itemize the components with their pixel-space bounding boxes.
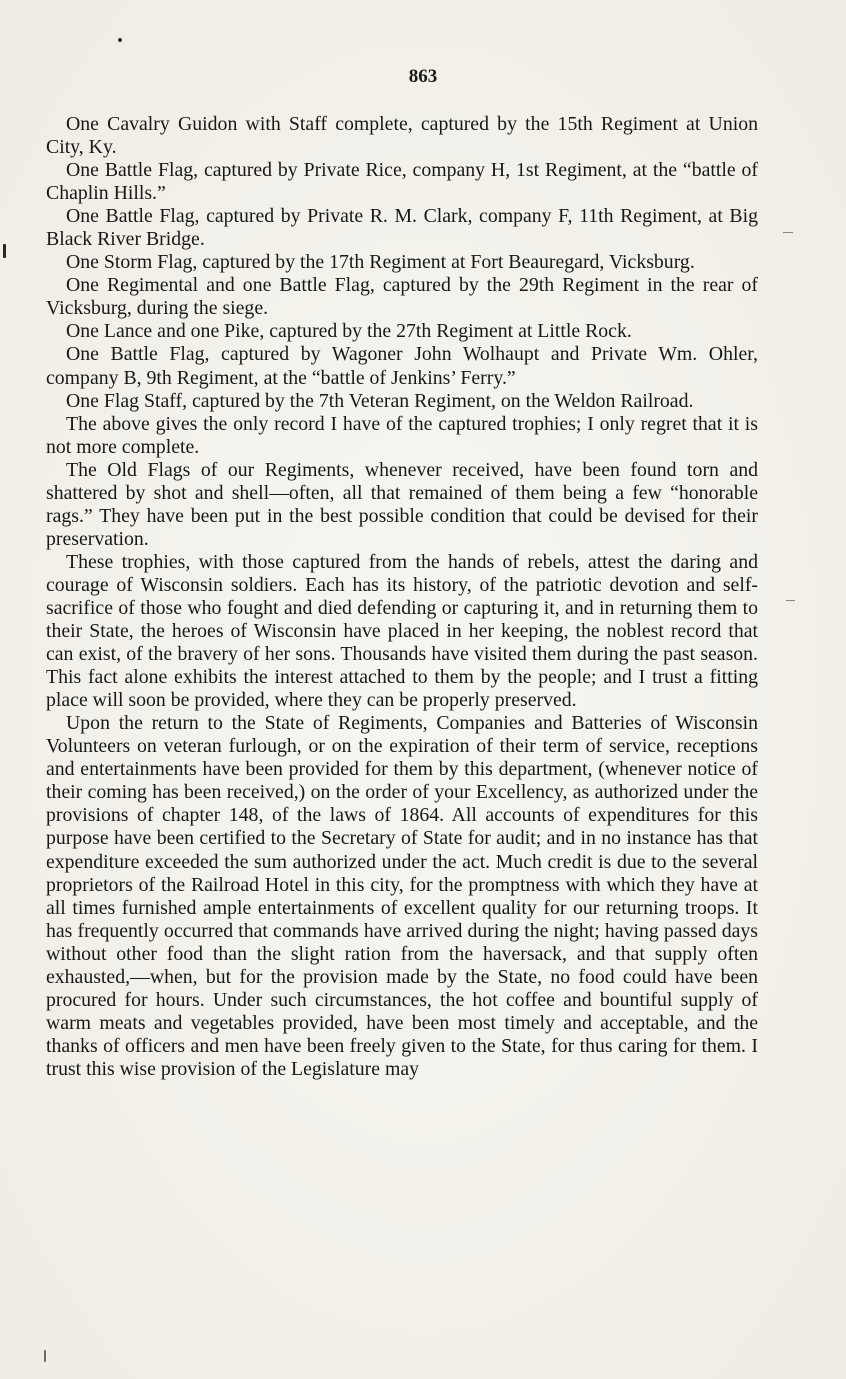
ink-speck — [783, 232, 793, 233]
paragraph-old-flags: The Old Flags of our Regiments, whenever received, have been found torn and shattered by shot and shell—often, all that remained of them being a few “honorable rags.” They have been put in the best possible condition that could be devised for their preservation. — [46, 458, 758, 550]
paragraph-cavalry-guidon: One Cavalry Guidon with Staff complete, captured by the 15th Regiment at Union City, Ky. — [46, 113, 758, 159]
ink-speck — [44, 1350, 46, 1362]
ink-speck — [118, 38, 122, 42]
ink-speck — [3, 244, 6, 258]
paragraph-regimental-flag: One Regimental and one Battle Flag, captured by the 29th Regiment in the rear of Vicksburg, during the siege. — [46, 274, 758, 320]
paragraph-receptions: Upon the return to the State of Regiments, Companies and Batteries of Wisconsin Volunteers on veteran furlough, or on the expiration of their term of service, receptions and entertainments have been provided for them by this department, (whenever notice of their coming has been received,) on the order of your Excellency, as authorized under the provisions of chapter 148, of the laws of 1864. All accounts of expenditures for this purpose have been certified to the Secretary of State for audit; and in no instance has that expenditure exceeded the sum authorized under the act. Much credit is due to the several proprietors of the Railroad Hotel in this city, for the promptness with which they have at all times furnished ample entertainments of excellent quality for our returning troops. It has frequently occurred that commands have arrived during the night; having passed days without other food than the slight ration from the haversack, and that supply often exhausted,—when, but for the provision made by the State, no food could have been procured for hours. Under such circumstances, the hot coffee and bountiful supply of warm meats and vegetables provided, have been most timely and acceptable, and the thanks of officers and men have been freely given to the State, for thus caring for them. I trust this wise provision of the Legislature may — [46, 712, 758, 1080]
paragraph-trophies: These trophies, with those captured from the hands of rebels, attest the daring and courage of Wisconsin soldiers. Each has its history, of the patriotic devotion and self-sacrifice of those who fought and died defending or capturing it, and in returning them to their State, the heroes of Wisconsin have placed in her keeping, the noblest record that can exist, of the bravery of her sons. Thousands have visited them during the past season. This fact alone exhibits the interest attached to them by the people; and I trust a fitting place will soon be provided, where they can be properly preserved. — [46, 550, 758, 712]
paragraph-battle-flag-rice: One Battle Flag, captured by Private Rice, company H, 1st Regiment, at the “battle of Chaplin Hills.” — [46, 159, 758, 205]
page-number: 863 — [408, 66, 438, 87]
paragraph-record-note: The above gives the only record I have of the captured trophies; I only regret that it is not more complete. — [46, 412, 758, 458]
paragraph-battle-flag-wolhaupt: One Battle Flag, captured by Wagoner John Wolhaupt and Private Wm. Ohler, company B, 9th Regiment, at the “battle of Jenkins’ Ferry.” — [46, 343, 758, 389]
paragraph-storm-flag: One Storm Flag, captured by the 17th Regiment at Fort Beauregard, Vicksburg. — [66, 251, 695, 274]
paragraph-lance-pike: One Lance and one Pike, captured by the 27th Regiment at Little Rock. — [66, 320, 632, 343]
body-text — [46, 113, 758, 1081]
paragraph-flag-staff: One Flag Staff, captured by the 7th Veteran Regiment, on the Weldon Railroad. — [66, 389, 694, 412]
paragraph-battle-flag-clark: One Battle Flag, captured by Private R. M. Clark, company F, 11th Regiment, at Big Black River Bridge. — [46, 205, 758, 251]
ink-speck — [786, 600, 795, 601]
